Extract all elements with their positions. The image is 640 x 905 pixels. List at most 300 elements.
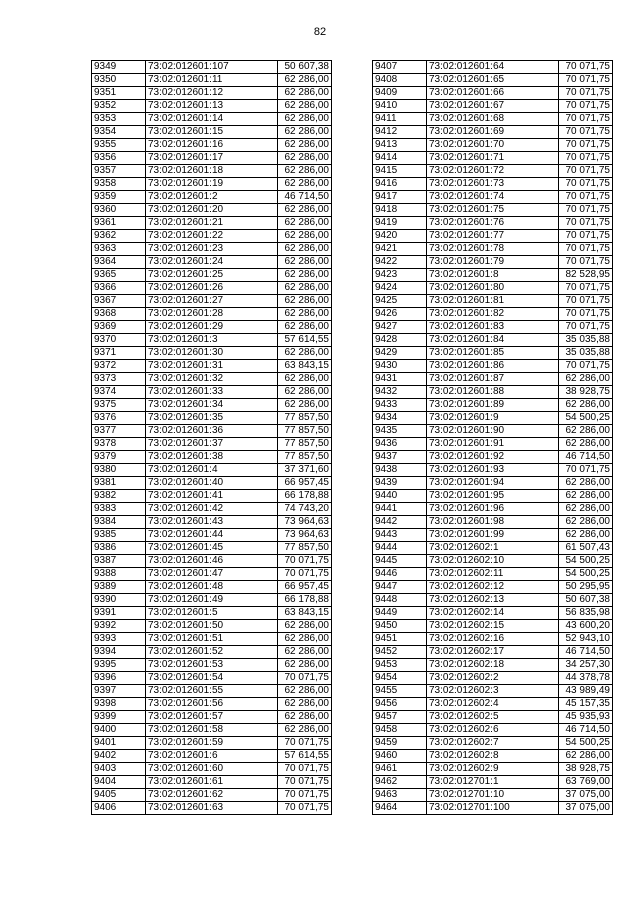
row-number-cell: 9372: [92, 360, 146, 373]
cadastral-number-cell: 73:02:012601:29: [146, 321, 278, 334]
cadastral-value-cell: 62 286,00: [278, 217, 332, 230]
row-number-cell: 9397: [92, 685, 146, 698]
cadastral-value-cell: 62 286,00: [278, 321, 332, 334]
table-row: [373, 269, 613, 282]
row-number-cell: 9412: [373, 126, 427, 139]
table-row: [92, 802, 332, 815]
cadastral-value-cell: 70 071,75: [278, 555, 332, 568]
row-number-cell: 9429: [373, 347, 427, 360]
cadastral-value-cell: 66 178,88: [278, 490, 332, 503]
cadastral-value-cell: 62 286,00: [559, 503, 613, 516]
table-row: [373, 243, 613, 256]
row-number-cell: 9367: [92, 295, 146, 308]
cadastral-number-cell: 73:02:012601:43: [146, 516, 278, 529]
cadastral-value-cell: 37 075,00: [559, 802, 613, 815]
cadastral-value-cell: 54 500,25: [559, 412, 613, 425]
table-row: [92, 776, 332, 789]
cadastral-value-cell: 62 286,00: [559, 516, 613, 529]
row-number-cell: 9358: [92, 178, 146, 191]
cadastral-number-cell: 73:02:012601:69: [427, 126, 559, 139]
cadastral-value-cell: 73 964,63: [278, 516, 332, 529]
table-row: [92, 633, 332, 646]
row-number-cell: 9441: [373, 503, 427, 516]
row-number-cell: 9464: [373, 802, 427, 815]
cadastral-number-cell: 73:02:012602:13: [427, 594, 559, 607]
cadastral-number-cell: 73:02:012601:67: [427, 100, 559, 113]
table-row: [92, 490, 332, 503]
row-number-cell: 9433: [373, 399, 427, 412]
table-row: [92, 360, 332, 373]
table-row: [92, 217, 332, 230]
cadastral-number-cell: 73:02:012601:72: [427, 165, 559, 178]
cadastral-value-cell: 43 600,20: [559, 620, 613, 633]
table-row: [373, 594, 613, 607]
cadastral-number-cell: 73:02:012601:44: [146, 529, 278, 542]
cadastral-value-cell: 62 286,00: [278, 347, 332, 360]
cadastral-number-cell: 73:02:012601:90: [427, 425, 559, 438]
table-row: [373, 659, 613, 672]
row-number-cell: 9373: [92, 373, 146, 386]
row-number-cell: 9399: [92, 711, 146, 724]
row-number-cell: 9434: [373, 412, 427, 425]
row-number-cell: 9420: [373, 230, 427, 243]
cadastral-number-cell: 73:02:012601:40: [146, 477, 278, 490]
table-row: [92, 737, 332, 750]
table-row: [373, 633, 613, 646]
row-number-cell: 9361: [92, 217, 146, 230]
cadastral-number-cell: 73:02:012601:60: [146, 763, 278, 776]
table-row: [373, 230, 613, 243]
row-number-cell: 9455: [373, 685, 427, 698]
table-row: [92, 386, 332, 399]
table-row: [92, 399, 332, 412]
row-number-cell: 9377: [92, 425, 146, 438]
row-number-cell: 9403: [92, 763, 146, 776]
cadastral-number-cell: 73:02:012601:24: [146, 256, 278, 269]
row-number-cell: 9384: [92, 516, 146, 529]
row-number-cell: 9411: [373, 113, 427, 126]
table-row: [373, 451, 613, 464]
cadastral-value-cell: 62 286,00: [278, 282, 332, 295]
cadastral-value-cell: 62 286,00: [278, 100, 332, 113]
table-row: [373, 620, 613, 633]
table-row: [373, 386, 613, 399]
table-row: [92, 607, 332, 620]
table-row: [92, 243, 332, 256]
cadastral-number-cell: 73:02:012601:56: [146, 698, 278, 711]
cadastral-value-cell: 70 071,75: [559, 126, 613, 139]
cadastral-value-cell: 50 607,38: [278, 61, 332, 74]
cadastral-value-cell: 70 071,75: [559, 74, 613, 87]
cadastral-number-cell: 73:02:012602:4: [427, 698, 559, 711]
row-number-cell: 9391: [92, 607, 146, 620]
row-number-cell: 9414: [373, 152, 427, 165]
row-number-cell: 9446: [373, 568, 427, 581]
cadastral-number-cell: 73:02:012601:53: [146, 659, 278, 672]
table-row: [373, 152, 613, 165]
cadastral-number-cell: 73:02:012601:99: [427, 529, 559, 542]
cadastral-number-cell: 73:02:012601:59: [146, 737, 278, 750]
row-number-cell: 9458: [373, 724, 427, 737]
cadastral-value-cell: 62 286,00: [559, 438, 613, 451]
row-number-cell: 9435: [373, 425, 427, 438]
table-row: [373, 334, 613, 347]
cadastral-value-cell: 70 071,75: [559, 165, 613, 178]
cadastral-value-cell: 62 286,00: [278, 113, 332, 126]
cadastral-number-cell: 73:02:012602:9: [427, 763, 559, 776]
cadastral-number-cell: 73:02:012601:70: [427, 139, 559, 152]
cadastral-number-cell: 73:02:012601:21: [146, 217, 278, 230]
row-number-cell: 9454: [373, 672, 427, 685]
table-row: [92, 178, 332, 191]
cadastral-value-cell: 70 071,75: [559, 217, 613, 230]
row-number-cell: 9400: [92, 724, 146, 737]
right-register-table: [372, 60, 613, 815]
table-row: [92, 672, 332, 685]
row-number-cell: 9463: [373, 789, 427, 802]
table-row: [373, 74, 613, 87]
cadastral-number-cell: 73:02:012602:8: [427, 750, 559, 763]
cadastral-value-cell: 62 286,00: [278, 399, 332, 412]
row-number-cell: 9371: [92, 347, 146, 360]
cadastral-number-cell: 73:02:012601:96: [427, 503, 559, 516]
cadastral-number-cell: 73:02:012601:84: [427, 334, 559, 347]
cadastral-number-cell: 73:02:012601:91: [427, 438, 559, 451]
table-row: [373, 321, 613, 334]
cadastral-number-cell: 73:02:012602:15: [427, 620, 559, 633]
row-number-cell: 9447: [373, 581, 427, 594]
cadastral-value-cell: 44 378,78: [559, 672, 613, 685]
row-number-cell: 9431: [373, 373, 427, 386]
cadastral-value-cell: 62 286,00: [278, 139, 332, 152]
cadastral-value-cell: 63 843,15: [278, 607, 332, 620]
cadastral-number-cell: 73:02:012601:47: [146, 568, 278, 581]
table-row: [373, 685, 613, 698]
table-row: [373, 347, 613, 360]
cadastral-value-cell: 70 071,75: [559, 204, 613, 217]
cadastral-value-cell: 45 157,35: [559, 698, 613, 711]
cadastral-number-cell: 73:02:012601:45: [146, 542, 278, 555]
row-number-cell: 9380: [92, 464, 146, 477]
row-number-cell: 9416: [373, 178, 427, 191]
row-number-cell: 9407: [373, 61, 427, 74]
row-number-cell: 9383: [92, 503, 146, 516]
cadastral-number-cell: 73:02:012601:35: [146, 412, 278, 425]
cadastral-number-cell: 73:02:012601:19: [146, 178, 278, 191]
table-row: [373, 477, 613, 490]
cadastral-value-cell: 62 286,00: [278, 373, 332, 386]
cadastral-number-cell: 73:02:012602:6: [427, 724, 559, 737]
table-row: [92, 87, 332, 100]
table-row: [92, 477, 332, 490]
cadastral-number-cell: 73:02:012601:37: [146, 438, 278, 451]
row-number-cell: 9444: [373, 542, 427, 555]
cadastral-value-cell: 70 071,75: [559, 113, 613, 126]
table-row: [92, 152, 332, 165]
cadastral-value-cell: 52 943,10: [559, 633, 613, 646]
table-row: [92, 191, 332, 204]
cadastral-number-cell: 73:02:012601:65: [427, 74, 559, 87]
table-row: [373, 724, 613, 737]
cadastral-number-cell: 73:02:012602:2: [427, 672, 559, 685]
row-number-cell: 9382: [92, 490, 146, 503]
cadastral-number-cell: 73:02:012602:5: [427, 711, 559, 724]
row-number-cell: 9389: [92, 581, 146, 594]
table-row: [373, 126, 613, 139]
table-row: [92, 594, 332, 607]
table-row: [373, 581, 613, 594]
cadastral-value-cell: 62 286,00: [278, 724, 332, 737]
row-number-cell: 9440: [373, 490, 427, 503]
row-number-cell: 9415: [373, 165, 427, 178]
table-row: [92, 451, 332, 464]
row-number-cell: 9421: [373, 243, 427, 256]
cadastral-value-cell: 63 843,15: [278, 360, 332, 373]
cadastral-number-cell: 73:02:012601:62: [146, 789, 278, 802]
cadastral-value-cell: 70 071,75: [559, 308, 613, 321]
row-number-cell: 9378: [92, 438, 146, 451]
cadastral-value-cell: 35 035,88: [559, 347, 613, 360]
cadastral-value-cell: 70 071,75: [278, 789, 332, 802]
cadastral-number-cell: 73:02:012601:86: [427, 360, 559, 373]
cadastral-number-cell: 73:02:012601:52: [146, 646, 278, 659]
cadastral-number-cell: 73:02:012602:7: [427, 737, 559, 750]
table-row: [373, 698, 613, 711]
table-row: [373, 308, 613, 321]
cadastral-number-cell: 73:02:012601:8: [427, 269, 559, 282]
row-number-cell: 9449: [373, 607, 427, 620]
row-number-cell: 9353: [92, 113, 146, 126]
table-row: [92, 646, 332, 659]
cadastral-value-cell: 62 286,00: [278, 87, 332, 100]
row-number-cell: 9457: [373, 711, 427, 724]
cadastral-value-cell: 73 964,63: [278, 529, 332, 542]
cadastral-value-cell: 70 071,75: [559, 230, 613, 243]
cadastral-number-cell: 73:02:012601:46: [146, 555, 278, 568]
cadastral-number-cell: 73:02:012602:18: [427, 659, 559, 672]
cadastral-value-cell: 62 286,00: [559, 373, 613, 386]
row-number-cell: 9432: [373, 386, 427, 399]
cadastral-number-cell: 73:02:012601:98: [427, 516, 559, 529]
cadastral-number-cell: 73:02:012601:80: [427, 282, 559, 295]
row-number-cell: 9369: [92, 321, 146, 334]
table-row: [92, 555, 332, 568]
row-number-cell: 9408: [373, 74, 427, 87]
table-row: [373, 61, 613, 74]
cadastral-value-cell: 70 071,75: [559, 139, 613, 152]
table-row: [92, 295, 332, 308]
cadastral-number-cell: 73:02:012601:2: [146, 191, 278, 204]
row-number-cell: 9359: [92, 191, 146, 204]
cadastral-number-cell: 73:02:012601:75: [427, 204, 559, 217]
cadastral-value-cell: 54 500,25: [559, 555, 613, 568]
row-number-cell: 9388: [92, 568, 146, 581]
cadastral-number-cell: 73:02:012602:3: [427, 685, 559, 698]
table-row: [373, 217, 613, 230]
cadastral-number-cell: 73:02:012601:14: [146, 113, 278, 126]
row-number-cell: 9386: [92, 542, 146, 555]
cadastral-number-cell: 73:02:012601:63: [146, 802, 278, 815]
row-number-cell: 9395: [92, 659, 146, 672]
cadastral-value-cell: 63 769,00: [559, 776, 613, 789]
cadastral-number-cell: 73:02:012601:93: [427, 464, 559, 477]
row-number-cell: 9355: [92, 139, 146, 152]
row-number-cell: 9424: [373, 282, 427, 295]
cadastral-number-cell: 73:02:012601:6: [146, 750, 278, 763]
cadastral-number-cell: 73:02:012601:49: [146, 594, 278, 607]
row-number-cell: 9362: [92, 230, 146, 243]
row-number-cell: 9461: [373, 763, 427, 776]
cadastral-value-cell: 62 286,00: [278, 243, 332, 256]
cadastral-number-cell: 73:02:012601:85: [427, 347, 559, 360]
row-number-cell: 9360: [92, 204, 146, 217]
row-number-cell: 9442: [373, 516, 427, 529]
cadastral-value-cell: 70 071,75: [278, 776, 332, 789]
table-row: [92, 230, 332, 243]
row-number-cell: 9352: [92, 100, 146, 113]
row-number-cell: 9394: [92, 646, 146, 659]
cadastral-value-cell: 57 614,55: [278, 750, 332, 763]
cadastral-value-cell: 62 286,00: [278, 152, 332, 165]
cadastral-number-cell: 73:02:012601:30: [146, 347, 278, 360]
cadastral-number-cell: 73:02:012601:28: [146, 308, 278, 321]
cadastral-value-cell: 62 286,00: [278, 698, 332, 711]
cadastral-number-cell: 73:02:012601:38: [146, 451, 278, 464]
table-row: [92, 126, 332, 139]
row-number-cell: 9452: [373, 646, 427, 659]
cadastral-value-cell: 50 295,95: [559, 581, 613, 594]
row-number-cell: 9402: [92, 750, 146, 763]
table-row: [373, 87, 613, 100]
cadastral-value-cell: 62 286,00: [278, 633, 332, 646]
cadastral-value-cell: 46 714,50: [559, 646, 613, 659]
cadastral-number-cell: 73:02:012601:22: [146, 230, 278, 243]
row-number-cell: 9426: [373, 308, 427, 321]
row-number-cell: 9423: [373, 269, 427, 282]
cadastral-number-cell: 73:02:012601:27: [146, 295, 278, 308]
cadastral-value-cell: 70 071,75: [559, 321, 613, 334]
cadastral-number-cell: 73:02:012601:4: [146, 464, 278, 477]
cadastral-number-cell: 73:02:012601:68: [427, 113, 559, 126]
row-number-cell: 9443: [373, 529, 427, 542]
cadastral-value-cell: 46 714,50: [278, 191, 332, 204]
table-row: [373, 711, 613, 724]
table-row: [373, 763, 613, 776]
table-row: [373, 399, 613, 412]
row-number-cell: 9436: [373, 438, 427, 451]
row-number-cell: 9462: [373, 776, 427, 789]
cadastral-number-cell: 73:02:012601:73: [427, 178, 559, 191]
cadastral-value-cell: 77 857,50: [278, 542, 332, 555]
table-row: [373, 516, 613, 529]
cadastral-value-cell: 37 075,00: [559, 789, 613, 802]
table-row: [373, 646, 613, 659]
cadastral-value-cell: 82 528,95: [559, 269, 613, 282]
row-number-cell: 9451: [373, 633, 427, 646]
cadastral-number-cell: 73:02:012601:16: [146, 139, 278, 152]
cadastral-number-cell: 73:02:012601:107: [146, 61, 278, 74]
row-number-cell: 9385: [92, 529, 146, 542]
cadastral-value-cell: 62 286,00: [278, 659, 332, 672]
table-row: [373, 113, 613, 126]
cadastral-value-cell: 66 178,88: [278, 594, 332, 607]
cadastral-value-cell: 62 286,00: [278, 230, 332, 243]
row-number-cell: 9392: [92, 620, 146, 633]
table-row: [373, 373, 613, 386]
table-row: [373, 802, 613, 815]
row-number-cell: 9409: [373, 87, 427, 100]
cadastral-value-cell: 66 957,45: [278, 477, 332, 490]
table-row: [92, 308, 332, 321]
cadastral-number-cell: 73:02:012602:12: [427, 581, 559, 594]
cadastral-value-cell: 62 286,00: [278, 620, 332, 633]
row-number-cell: 9406: [92, 802, 146, 815]
row-number-cell: 9427: [373, 321, 427, 334]
table-row: [92, 347, 332, 360]
row-number-cell: 9439: [373, 477, 427, 490]
table-row: [373, 295, 613, 308]
cadastral-number-cell: 73:02:012601:5: [146, 607, 278, 620]
cadastral-value-cell: 70 071,75: [559, 152, 613, 165]
cadastral-value-cell: 70 071,75: [559, 61, 613, 74]
row-number-cell: 9401: [92, 737, 146, 750]
row-number-cell: 9349: [92, 61, 146, 74]
cadastral-number-cell: 73:02:012602:16: [427, 633, 559, 646]
cadastral-number-cell: 73:02:012601:36: [146, 425, 278, 438]
cadastral-number-cell: 73:02:012601:18: [146, 165, 278, 178]
table-row: [92, 165, 332, 178]
row-number-cell: 9390: [92, 594, 146, 607]
cadastral-value-cell: 70 071,75: [559, 100, 613, 113]
table-row: [373, 529, 613, 542]
cadastral-value-cell: 46 714,50: [559, 724, 613, 737]
row-number-cell: 9354: [92, 126, 146, 139]
row-number-cell: 9428: [373, 334, 427, 347]
cadastral-number-cell: 73:02:012601:25: [146, 269, 278, 282]
table-row: [92, 659, 332, 672]
cadastral-value-cell: 46 714,50: [559, 451, 613, 464]
table-row: [373, 607, 613, 620]
cadastral-number-cell: 73:02:012601:33: [146, 386, 278, 399]
table-row: [92, 581, 332, 594]
cadastral-value-cell: 62 286,00: [278, 711, 332, 724]
table-row: [92, 139, 332, 152]
cadastral-value-cell: 66 957,45: [278, 581, 332, 594]
cadastral-number-cell: 73:02:012601:76: [427, 217, 559, 230]
table-row: [92, 256, 332, 269]
row-number-cell: 9419: [373, 217, 427, 230]
table-row: [92, 750, 332, 763]
table-row: [373, 139, 613, 152]
table-row: [92, 100, 332, 113]
cadastral-value-cell: 70 071,75: [559, 87, 613, 100]
row-number-cell: 9448: [373, 594, 427, 607]
table-row: [92, 282, 332, 295]
cadastral-value-cell: 70 071,75: [559, 360, 613, 373]
cadastral-value-cell: 77 857,50: [278, 412, 332, 425]
cadastral-number-cell: 73:02:012601:95: [427, 490, 559, 503]
table-row: [373, 256, 613, 269]
left-register-table: [91, 60, 332, 815]
table-row: [92, 516, 332, 529]
row-number-cell: 9460: [373, 750, 427, 763]
cadastral-number-cell: 73:02:012601:92: [427, 451, 559, 464]
table-row: [92, 204, 332, 217]
table-row: [373, 750, 613, 763]
cadastral-number-cell: 73:02:012601:78: [427, 243, 559, 256]
table-row: [373, 464, 613, 477]
row-number-cell: 9365: [92, 269, 146, 282]
